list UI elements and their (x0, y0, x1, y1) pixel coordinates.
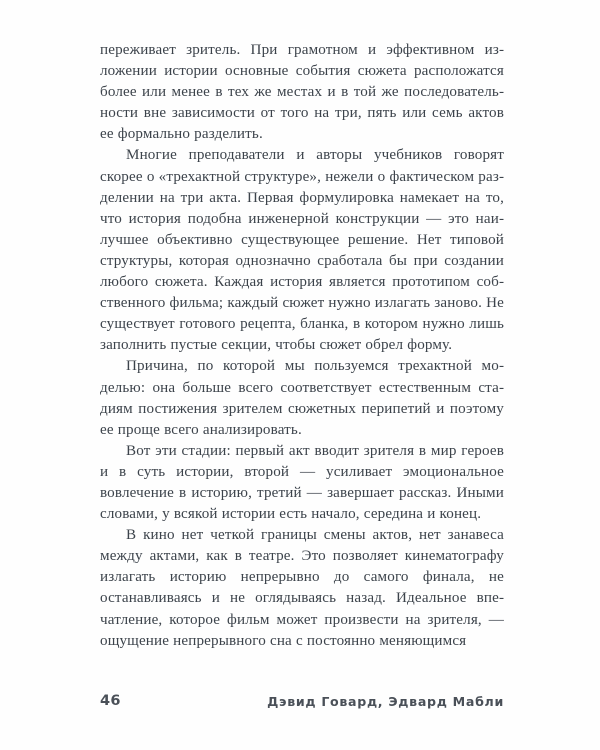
page-footer (100, 690, 504, 712)
page-number: 46 (100, 693, 121, 709)
paragraph: Причина, по которой мы пользуемся трехактной моделью: она больше всего соответствует естественным стадиям постижения зрителем сюжетных перипетий и поэтому ее проще всего анализировать. (100, 358, 504, 438)
paragraph: Многие преподаватели и авторы учебников говорят скорее о «трехактной структуре», нежели о фактическом разделении на три акта. Первая формулировка намекает на то, что история подобна инженерной конструкции — это наилучшее объективно существующее решение. Нет типовой структуры, которая однозначно сработала бы при создании любого сюжета. Каждая история является прототипом собственного фильма; каждый сюжет нужно излагать заново. Не существует готового рецепта, бланка, в котором нужно лишь заполнить пустые секции, чтобы сюжет обрел форму. (100, 147, 504, 354)
paragraph: переживает зритель. При грамотном и эффективном изложении истории основные события сюжета расположатся более или менее в тех же местах и в той же последовательности вне зависимости от того на три, пять или семь актов ее формально разделить. (100, 42, 504, 143)
paragraph: В кино нет четкой границы смены актов, нет занавеса между актами, как в театре. Это позволяет кинематографу излагать историю непрерывно до самого финала, не останавливаясь и не оглядываясь назад. Идеальное впечатление, которое фильм может произвести на зрителя, — ощущение непрерывного сна с постоянно меняющимся (100, 527, 504, 649)
paragraph: Вот эти стадии: первый акт вводит зрителя в мир героев и в суть истории, второй — усиливает эмоциональное вовлечение в историю, третий — завершает рассказ. Иными словами, у всякой истории есть начало, середина и конец. (100, 442, 504, 523)
body-text-column (100, 40, 504, 652)
running-head-authors: Дэвид Говард, Эдвард Мабли (267, 693, 504, 709)
